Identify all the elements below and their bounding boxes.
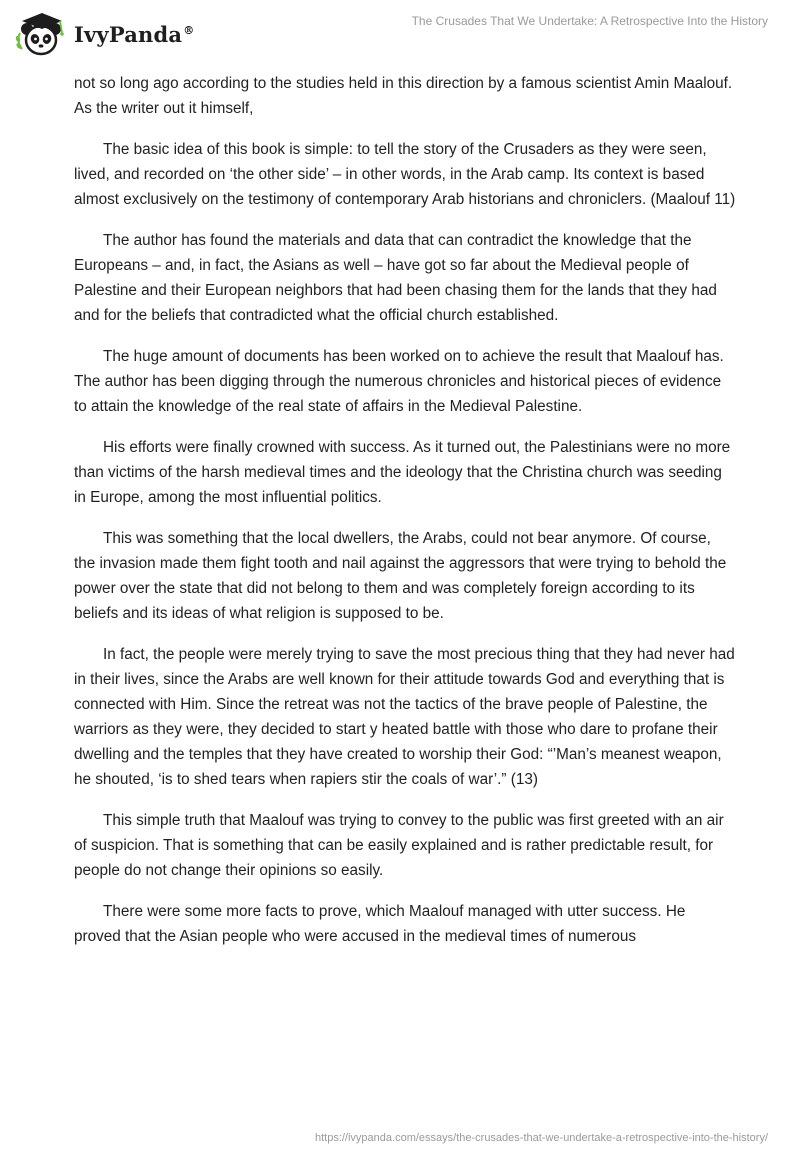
paragraph: There were some more facts to prove, which Maalouf managed with utter success. He proved that the Asian people who were accused in the medieval times of numerous xyxy=(74,903,686,945)
paragraph: not so long ago according to the studies held in this direction by a famous scientist Amin Maalouf. As the writer out it himself, xyxy=(74,75,733,117)
document-title: The Crusades That We Undertake: A Retrospective Into the History xyxy=(411,14,768,28)
quote-paragraph: The basic idea of this book is simple: to tell the story of the Crusaders as they were seen, lived, and recorded on ‘the other side’ – in other words, in the Arab camp. Its context is based almost exclusively on the testimony of contemporary Arab historians and chroniclers. (Maalouf 11) xyxy=(74,141,736,208)
page-header xyxy=(0,0,800,68)
essay-body xyxy=(74,71,736,965)
panda-graduate-icon xyxy=(14,9,70,59)
source-url[interactable]: https://ivypanda.com/essays/the-crusades-that-we-undertake-a-retrospective-into-the-history/ xyxy=(314,1132,768,1144)
brand-name: IvyPanda® xyxy=(74,21,195,47)
paragraph: The author has found the materials and data that can contradict the knowledge that the Europeans – and, in fact, the Asians as well – have got so far about the Medieval people of Palestine and their European neighbors that had been chasing them for the lands that they had and for the beliefs that contradicted what the official church established. xyxy=(74,232,717,324)
paragraph: His efforts were finally crowned with success. As it turned out, the Palestinians were no more than victims of the harsh medieval times and the ideology that the Christina church was seeding in Europe, among the most influential politics. xyxy=(74,439,731,506)
paragraph: In fact, the people were merely trying to save the most precious thing that they had never had in their lives, since the Arabs are well known for their attitude towards God and everything that is connected with Him. Since the retreat was not the tactics of the brave people of Palestine, the warriors as they were, they decided to start y heated battle with those who dare to profane their dwelling and the temples that they have created to worship their God: “’Man’s meanest weapon, he shouted, ‘is to shed tears when rapiers stir the coals of war’.” (13) xyxy=(74,646,735,788)
paragraph: This simple truth that Maalouf was trying to convey to the public was first greeted with an air of suspicion. That is something that can be easily explained and is rather predictable result, for people do not change their opinions so easily. xyxy=(74,812,724,879)
paragraph: This was something that the local dwellers, the Arabs, could not bear anymore. Of course, the invasion made them fight tooth and nail against the aggressors that were trying to behold the power over the state that did not belong to them and was completely foreign according to its beliefs and its ideas of what religion is supposed to be. xyxy=(74,530,727,622)
paragraph: The huge amount of documents has been worked on to achieve the result that Maalouf has. The author has been digging through the numerous chronicles and historical pieces of evidence to attain the knowledge of the real state of affairs in the Medieval Palestine. xyxy=(74,348,724,415)
brand-logo[interactable] xyxy=(14,8,194,60)
